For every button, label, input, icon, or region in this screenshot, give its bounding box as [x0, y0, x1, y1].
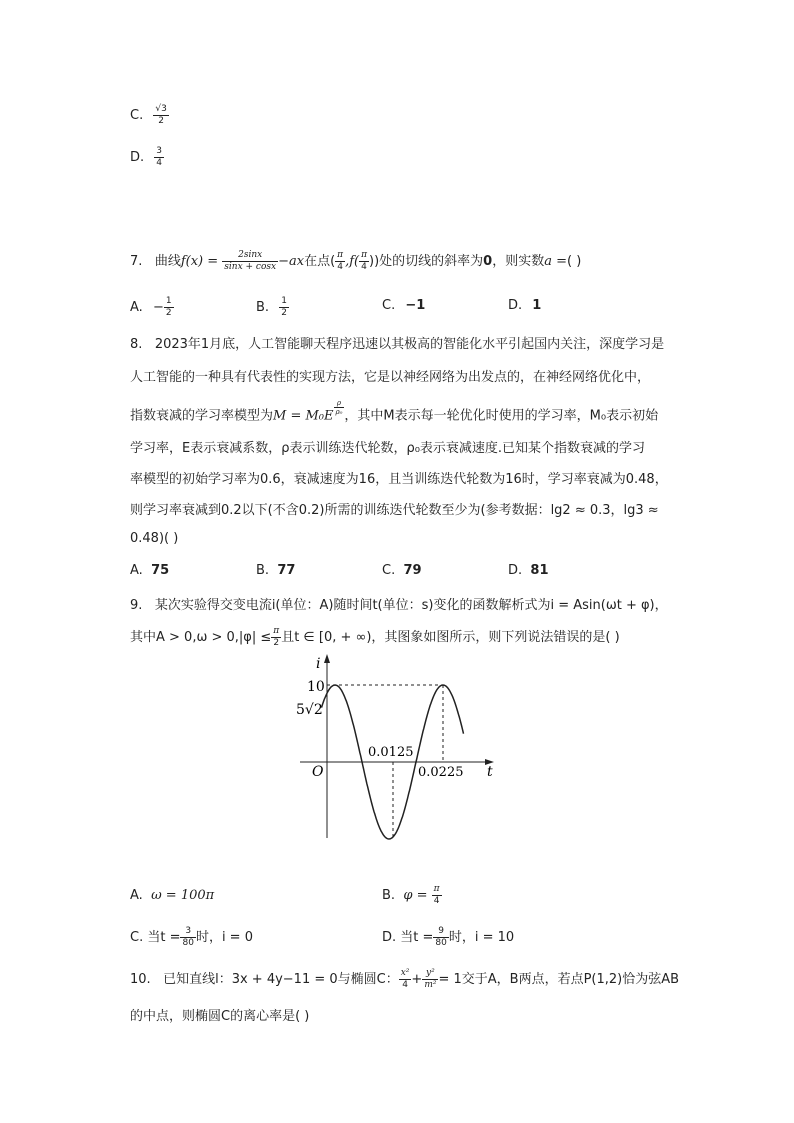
q10-line-1: 10. 已知直线l：3x + 4y−11 = 0与椭圆C： $\frac{\text{x²}}{4}$ + $\frac{\text{y²}}{\text{m²}}$ = 1交于A，B两点，若点P(1,2)恰为弦AB [130, 968, 680, 990]
q9-option-a: A. ω = 100π [130, 888, 215, 903]
q9-phi-bound-fraction: $\frac{\pi}{2}$ [273, 626, 280, 648]
q6-option-c: C. $\frac{√3}{2}$ [130, 104, 167, 126]
q8-line-5: 率模型的初始学习率为0.6，衰减速度为16，且当训练迭代轮数为16时，学习率衰减为0.48， [130, 472, 668, 487]
x-axis-label: t [487, 764, 493, 780]
y-axis-arrow-icon [324, 654, 330, 663]
q8-option-c: C. 79 [382, 563, 422, 578]
q8-line-7: 0.48)( ) [130, 531, 179, 546]
q9-sine-graph [290, 652, 510, 852]
q8-option-a: A. 75 [130, 563, 170, 578]
q7-option-c: C. −1 [382, 298, 426, 313]
q9-option-b-fraction: $\frac{\pi}{4}$ [433, 884, 440, 906]
q7-option-d: D. 1 [508, 298, 542, 313]
q8-line-3: 指数衰减的学习率模型为M = M₀E $\frac{\rho}{\text{ρ₀}}$ ，其中M表示每一轮优化时使用的学习率，M₀表示初始 [130, 399, 659, 424]
q8-exponent-fraction: $\frac{\rho}{\text{ρ₀}}$ [335, 399, 343, 416]
q9-option-c: C. 当t = $\frac{3}{80}$ 时，i = 0 [130, 926, 253, 948]
q7-point-fraction: $\frac{\pi}{4}$ [337, 250, 344, 272]
q10-line-2: 的中点，则椭圆C的离心率是( ) [130, 1009, 310, 1024]
q7-option-b: B. $\frac{1}{2}$ [256, 296, 287, 318]
q9-option-c-fraction: $\frac{3}{80}$ [182, 926, 194, 948]
q7-point-fraction-2: $\frac{\pi}{4}$ [361, 250, 367, 272]
y-axis-label: i [316, 656, 321, 672]
q8-line-4: 学习率，E表示衰减系数，ρ表示训练迭代轮数，ρ₀表示衰减速度.已知某个指数衰减的学习 [130, 441, 646, 456]
q9-option-b: B. φ = $\frac{\pi}{4}$ [382, 884, 440, 906]
q9-option-d-fraction: $\frac{9}{80}$ [435, 926, 447, 948]
q9-option-d: D. 当t = $\frac{9}{80}$ 时，i = 10 [382, 926, 515, 948]
q10-y-fraction: $\frac{\text{y²}}{\text{m²}}$ [424, 968, 437, 990]
q9-line-2: 其中A > 0,ω > 0,|φ| ≤ $\frac{\pi}{2}$ 且t ∈ [0, + ∞)，其图象如图所示，则下列说法错误的是( ) [130, 626, 620, 648]
q8-line-1: 8. 2023年1月底，人工智能聊天程序迅速以其极高的智能化水平引起国内关注，深度学习是 [130, 337, 665, 352]
q8-line-6: 则学习率衰减到0.2以下(不含0.2)所需的训练迭代轮数至少为(参考数据：lg2 ≈ 0.3，lg3 ≈ [130, 503, 659, 518]
q9-line-1: 9. 某次实验得交变电流i(单位：A)随时间t(单位：s)变化的函数解析式为i = Asin(ωt + φ)， [130, 598, 668, 613]
x-tick-0-0225: 0.0225 [418, 765, 464, 780]
q6-option-d-fraction: $\frac{3}{4}$ [156, 146, 163, 168]
q7-option-a: A. − $\frac{1}{2}$ [130, 296, 172, 318]
q6-option-d: D. $\frac{3}{4}$ [130, 146, 163, 168]
q7-option-a-fraction: $\frac{1}{2}$ [165, 296, 172, 318]
q7-stem: 7. 曲线f(x) = $\frac{2\sin x}{\sin x + \cos x}$ −ax在点( $\frac{\pi}{4}$ ,f( $\frac{\pi}{4}$ ))处的切线的斜率为0，则实数a =( ) [130, 250, 582, 272]
q10-x-fraction: $\frac{\text{x²}}{4}$ [400, 968, 410, 990]
q8-line-2: 人工智能的一种具有代表性的实现方法，它是以神经网络为出发点的，在神经网络优化中， [130, 370, 651, 385]
y-tick-10: 10 [307, 679, 325, 695]
q7-function-fraction: $\frac{2\sin x}{\sin x + \cos x}$ [224, 250, 277, 272]
y-tick-5root2: 5√2 [296, 702, 323, 718]
x-tick-0-0125: 0.0125 [368, 745, 414, 760]
q7-option-b-fraction: $\frac{1}{2}$ [281, 296, 287, 318]
q6-option-c-fraction: $\frac{√3}{2}$ [155, 104, 167, 126]
origin-label: O [312, 764, 324, 780]
q8-option-d: D. 81 [508, 563, 549, 578]
q8-option-b: B. 77 [256, 563, 296, 578]
